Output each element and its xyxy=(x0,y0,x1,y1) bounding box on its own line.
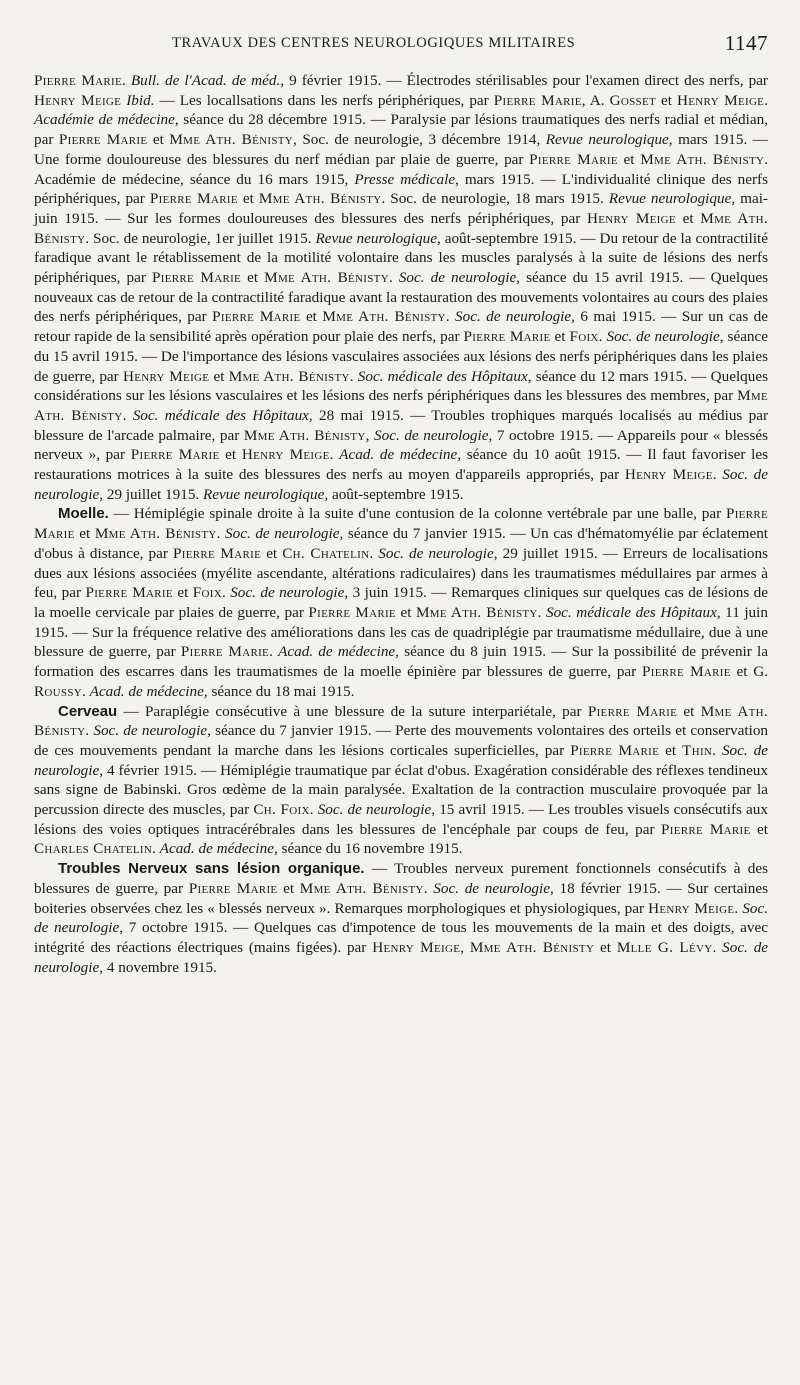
author-name: Henry Meige xyxy=(587,209,676,227)
journal-title: Acad. de médecine xyxy=(339,446,458,464)
text-run: , 7 octobre 1915. — Appareils pour « blessés nerveux », par xyxy=(34,426,769,464)
author-name: Henry Meige xyxy=(677,91,765,109)
text-run: . xyxy=(216,525,226,543)
text-run: , séance du 15 avril 1915. — De l'importance des lésions vasculaires associées aux lésions des nerfs périphériques dans les plaies de guerre, par xyxy=(34,328,769,385)
running-title: TRAVAUX DES CENTRES NEUROLOGIQUES MILITAIRES xyxy=(172,35,576,51)
author-name: Pierre Marie xyxy=(152,269,242,287)
author-name: Mme Ath. Bénisty xyxy=(299,879,424,897)
text-run: . xyxy=(423,879,434,897)
section-heading: Troubles Nerveux sans lésion organique. xyxy=(58,860,365,878)
journal-title: Soc. de neurologie xyxy=(230,584,345,602)
text-run: — Hémiplégie spinale droite à la suite d'une contusion de la colonne vertébrale par une balle, par xyxy=(108,505,726,523)
text-run: , séance du 7 janvier 1915. — Un cas d'hématomyélie par éclatement d'obus à distance, par xyxy=(34,525,769,562)
text-run: . xyxy=(82,682,90,700)
author-name: Pierre Marie xyxy=(85,584,173,602)
text-run: et xyxy=(395,603,416,621)
author-name: Pierre Marie xyxy=(149,190,238,208)
text-run: , 29 juillet 1915. — Erreurs de localisations dues aux lésions associées (myélite ascendante, altérations radiculaires) dans les traumatismes médullaires par armes à feu, par xyxy=(34,544,769,602)
author-name: Henry Meige xyxy=(241,446,330,464)
journal-title: Soc. de neurologie xyxy=(378,544,494,562)
text-run: et xyxy=(300,308,323,326)
author-name: Mme Ath. Bénisty xyxy=(34,387,768,424)
author-name: Mme Ath. Bénisty xyxy=(322,308,446,326)
text-run: , 29 juillet 1915. xyxy=(99,485,204,503)
text-run: , xyxy=(365,426,375,444)
text-run: , séance du 16 novembre 1915. xyxy=(273,840,463,858)
text-run: , 4 février 1915. — Hémiplégie traumatique par éclat d'obus. Exagération considérable des réflexes tendineux sans signe de Babinski. Gros œdème de la main paralysée. Exaltation de la contraction musculaire provoquée par la percussion directe des muscles, par xyxy=(34,761,768,819)
text-run: , 18 février 1915. — Sur certaines boiteries observées chez les « blessés nerveux ». Remarques morphologiques et physiologiques, par xyxy=(34,879,768,917)
text-run: et xyxy=(209,367,229,385)
text-run: et xyxy=(172,584,193,602)
author-name: Pierre Marie xyxy=(188,879,278,897)
text-run: , xyxy=(460,938,470,956)
text-run: et xyxy=(677,702,701,720)
author-name: Foix xyxy=(192,584,222,602)
text-run: , Soc. de neurologie, 3 décembre 1914, xyxy=(293,131,546,149)
author-name: Mme Ath. Bénisty xyxy=(469,938,595,956)
page-header xyxy=(30,33,772,55)
text-run: et xyxy=(147,131,170,149)
journal-title: Revue neurologique xyxy=(315,229,437,247)
text-run: . xyxy=(734,899,743,917)
author-name: Pierre Marie xyxy=(642,663,731,681)
text-run: , séance du 8 juin 1915. — Sur la possibilité de prévenir la formation des escarres dans les traumatismes de la moelle épinière par blessures de guerre, par xyxy=(34,643,768,681)
page-number: 1147 xyxy=(724,31,768,55)
text-run: et xyxy=(617,150,641,168)
text-run: , mai-juin 1915. — Sur les formes douloureuses des blessures des nerfs périphériques, par xyxy=(34,190,768,227)
author-name: Mme Ath. Bénisty xyxy=(243,426,366,444)
text-run: et xyxy=(655,91,678,109)
journal-title: Académie de médecine xyxy=(34,111,175,129)
journal-title: Revue neurologique xyxy=(545,131,669,149)
text-run: . xyxy=(269,643,279,661)
text-run: . xyxy=(537,603,546,621)
text-run: et xyxy=(241,269,265,287)
author-name: Pierre Marie xyxy=(529,150,618,168)
journal-title: Revue neurologique xyxy=(203,485,325,503)
text-run: , 3 juin 1915. — Remarques cliniques sur quelques cas de lésions de la moelle cervicale par plaies de guerre, par xyxy=(34,584,768,621)
author-name: Charles Chatelin xyxy=(34,840,153,858)
text-run: . xyxy=(349,367,358,385)
text-run: . xyxy=(712,741,722,759)
text-run: et xyxy=(750,820,768,838)
text-run: . xyxy=(445,308,456,326)
text-run: , A. xyxy=(581,91,610,109)
text-run: et xyxy=(277,879,300,897)
journal-title: Soc. de neurologie xyxy=(93,722,208,740)
journal-title: Soc. médicale des Hôpitaux xyxy=(545,603,717,621)
text-run: . xyxy=(85,722,94,740)
text-run: , 9 février 1915. — Électrodes stérilisables pour l'examen direct des nerfs, par xyxy=(280,72,768,89)
journal-title: Bull. de l'Acad. de méd. xyxy=(130,72,281,89)
author-name: Foix xyxy=(569,328,599,346)
author-name: Pierre Marie xyxy=(180,643,270,661)
text-run: , 7 octobre 1915. — Quelques cas d'impotence de tous les mouvements de la main et des doigts, avec intégrité des réactions électriques (mains figées). par xyxy=(34,919,768,956)
journal-title: Soc. de neurologie xyxy=(34,466,769,503)
journal-title: Soc. de neurologie xyxy=(374,426,489,444)
section-heading: Moelle. xyxy=(58,505,109,523)
bibliography-paragraph xyxy=(34,71,768,504)
bibliography-paragraph xyxy=(34,702,768,860)
text-run: , séance du 28 décembre 1915. — Paralysie par lésions traumatiques des nerfs radial et médian, par xyxy=(34,111,768,149)
author-name: Ch. Chatelin xyxy=(282,544,370,562)
text-run: . Académie de médecine, séance du 16 mars 1915, xyxy=(34,150,768,188)
text-run: et xyxy=(659,741,683,759)
text-run: . xyxy=(712,466,723,484)
author-name: Henry Meige xyxy=(34,91,122,109)
author-name: Pierre Marie xyxy=(308,603,396,621)
text-run: et xyxy=(261,544,283,562)
text-run: , 6 mai 1915. — Sur un cas de retour rapide de la sensibilité après opération pour plaie des nerfs, par xyxy=(34,308,769,346)
text-run: , séance du 10 août 1915. — Il faut favoriser les restaurations motrices à la suite des blessures des nerfs au moyen d'appareils appropriés, par xyxy=(34,446,769,484)
text-run: , mars 1915. — L'individualité clinique des nerfs périphériques, par xyxy=(34,170,768,208)
author-name: Pierre Marie xyxy=(34,505,768,543)
author-name: Mme Ath. Bénisty xyxy=(258,190,382,208)
text-run: , 15 avril 1915. — Les troubles visuels consécutifs aux lésions des voies optiques intracérébrales dans les blessures de l'encéphale par coups de feu, par xyxy=(34,801,768,838)
text-run: . Soc. de neurologie, 18 mars 1915. xyxy=(381,190,609,208)
journal-title: Acad. de médecine xyxy=(89,682,204,700)
text-run: , 11 juin 1915. — Sur la fréquence relative des améliorations dans les cas de quadriplégie par traumatisme médullaire, due à une blessure de guerre, par xyxy=(34,603,768,661)
text-run: . xyxy=(764,91,768,109)
text-run: et xyxy=(550,328,570,346)
author-name: Ch. Foix xyxy=(253,801,310,819)
page xyxy=(30,0,772,1385)
text-run: — Troubles nerveux purement fonctionnels consécutifs à des blessures de guerre, par xyxy=(34,860,768,897)
text-run: . xyxy=(221,584,231,602)
author-name: Mme Ath. Bénisty xyxy=(94,525,217,543)
journal-title: Soc. de neurologie xyxy=(34,938,769,976)
body-text xyxy=(34,71,768,977)
author-name: Mlle G. Lévy xyxy=(616,938,713,956)
text-run: . xyxy=(152,840,160,858)
journal-title: Soc. de neurologie xyxy=(225,525,340,543)
journal-title: Presse médicale xyxy=(354,170,456,188)
journal-title: Revue neurologique xyxy=(608,190,732,208)
text-run: . xyxy=(369,544,379,562)
text-run: . Soc. de neurologie, 1er juillet 1915. xyxy=(85,229,316,247)
author-name: Pierre Marie xyxy=(34,72,123,89)
author-name: Pierre Marie xyxy=(570,741,660,759)
author-name: Pierre Marie xyxy=(58,131,148,149)
author-name: Mme Ath. Bénisty xyxy=(640,150,765,168)
journal-title: Acad. de médecine xyxy=(159,840,274,858)
text-run: — Paraplégie consécutive à une blessure de la suture interpariétale, par xyxy=(117,702,588,720)
author-name: Pierre Marie xyxy=(463,328,551,346)
text-run: , séance du 12 mars 1915. — Quelques considérations sur les lésions vasculaires et les lésions des nerfs périphériques dans les blessures des membres, par xyxy=(34,367,769,405)
author-name: Pierre Marie xyxy=(173,544,262,562)
text-run: . xyxy=(329,446,340,464)
journal-title: Soc. de neurologie xyxy=(433,879,550,897)
author-name: Pierre Marie xyxy=(661,820,751,838)
author-name: Roussy xyxy=(34,682,82,700)
author-name: Gosset xyxy=(609,91,656,109)
text-run: et G. xyxy=(730,663,768,681)
journal-title: Ibid. xyxy=(126,91,155,109)
text-run: , août-septembre 1915. xyxy=(324,485,464,503)
journal-title: Soc. de neurologie xyxy=(34,899,768,937)
bibliography-paragraph xyxy=(34,504,768,701)
author-name: Mme Ath. Bénisty xyxy=(264,269,389,287)
text-run: . xyxy=(309,801,318,819)
bibliography-paragraph xyxy=(34,859,768,977)
author-name: Henry Meige xyxy=(372,938,461,956)
text-run: , séance du 7 janvier 1915. — Perte des mouvements volontaires des orteils et conservation de ces mouvements pendant la marche dans les lésions corticales superficielles, par xyxy=(34,722,769,759)
author-name: Henry Meige xyxy=(122,367,210,385)
author-name: Thin xyxy=(682,741,713,759)
text-run: , 4 novembre 1915. xyxy=(99,958,217,976)
author-name: Henry Meige xyxy=(624,466,713,484)
text-run: et xyxy=(219,446,242,464)
section-heading: Cerveau xyxy=(58,702,118,720)
journal-title: Soc. de neurologie xyxy=(398,269,517,287)
author-name: Pierre Marie xyxy=(130,446,220,464)
author-name: Pierre Marie xyxy=(493,91,582,109)
text-run: et xyxy=(74,525,95,543)
text-run: , séance du 18 mai 1915. xyxy=(203,682,355,700)
author-name: Pierre Marie xyxy=(212,308,301,326)
author-name: Mme Ath. Bénisty xyxy=(228,367,350,385)
text-run: , mars 1915. — Une forme douloureuse des blessures du nerf médian par plaie de guerre, par xyxy=(34,131,768,168)
author-name: Mme Ath. Bénisty xyxy=(34,209,768,247)
author-name: Pierre Marie xyxy=(587,702,678,720)
text-run: et xyxy=(594,938,617,956)
author-name: Mme Ath. Bénisty xyxy=(34,702,768,740)
text-run: . xyxy=(712,938,723,956)
text-run: et xyxy=(237,190,259,208)
journal-title: Soc. de neurologie xyxy=(34,741,769,779)
text-run: , séance du 15 avril 1915. — Quelques nouveaux cas de retour de la contractilité faradique avant la restauration des mouvements volontaires au cours des plaies des nerfs périphériques, par xyxy=(34,269,768,326)
journal-title: Soc. de neurologie xyxy=(455,308,572,326)
author-name: Mme Ath. Bénisty xyxy=(415,603,538,621)
author-name: Henry Meige xyxy=(648,899,735,917)
text-run: . xyxy=(598,328,607,346)
text-run: et xyxy=(675,209,701,227)
journal-title: Soc. médicale des Hôpitaux xyxy=(357,367,528,385)
text-run: . xyxy=(122,406,133,424)
journal-title: Soc. de neurologie xyxy=(606,328,720,346)
text-run: , 28 mai 1915. — Troubles trophiques marqués localisés au médius par blessure de l'arcade palmaire, par xyxy=(34,406,769,444)
text-run: . xyxy=(388,269,399,287)
journal-title: Acad. de médecine xyxy=(278,643,396,661)
text-run: , août-septembre 1915. — Du retour de la contractilité faradique avant le rétablissement de la motilité volontaire dans les muscles paralysés à la suite de lésions des nerfs périphériques, par xyxy=(34,229,768,287)
text-run: — Les locallsations dans les nerfs périphériques, par xyxy=(154,91,494,109)
journal-title: Soc. de neurologie xyxy=(317,801,432,819)
text-run: . xyxy=(122,72,131,89)
journal-title: Soc. médicale des Hôpitaux xyxy=(132,406,309,424)
author-name: Mme Ath. Bénisty xyxy=(169,131,294,149)
